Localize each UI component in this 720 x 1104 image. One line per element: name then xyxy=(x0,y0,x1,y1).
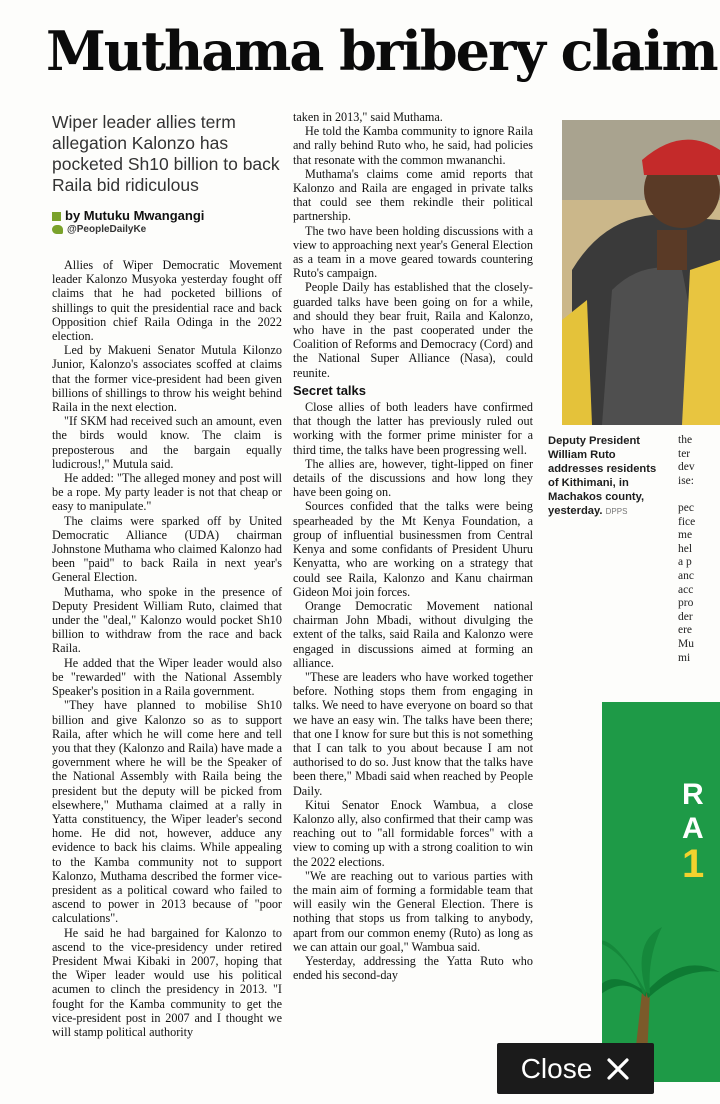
fragment-line: Mu xyxy=(678,637,694,650)
paragraph: The two have been holding discussions with a view to approaching next year's General Election as a team in a move geared towards countering Ruto's campaign. xyxy=(293,223,533,281)
ad-text: R xyxy=(682,778,704,811)
paragraph: The claims were sparked off by United Democratic Alliance (UDA) chairman Johnstone Muthama who claimed Kalonzo had been "paid" to back Raila in next year's General Election. xyxy=(52,513,282,585)
ruto-photo xyxy=(562,120,720,425)
byline-marker-icon xyxy=(52,212,61,221)
paragraph: Kitui Senator Enock Wambua, a close Kalonzo ally, also confirmed that their camp was reaching out to "all formidable forces" with a view to coming up with a strong coalition to win the 2022 elections. xyxy=(293,797,533,869)
close-icon xyxy=(606,1057,630,1081)
article-column-2 xyxy=(293,110,533,982)
byline-text: by Mutuku Mwangangi xyxy=(65,208,205,223)
close-button[interactable] xyxy=(497,1043,654,1094)
paragraph: Led by Makueni Senator Mutula Kilonzo Junior, Kalonzo's associates scoffed at claims that the former vice-president had been given billions of shillings to throw his weight behind Raila in the next election. xyxy=(52,343,282,415)
fragment-line: acc xyxy=(678,583,694,596)
photo-caption xyxy=(548,434,658,519)
paragraph: Orange Democratic Movement national chairman John Mbadi, without divulging the extent of the talks, said Raila and Kalonzo were engaged in discussions aimed at forming an alliance. xyxy=(293,598,533,670)
adjacent-article-fragment xyxy=(678,434,720,665)
paragraph: The allies are, however, tight-lipped on finer details of the discussions and how long they have been going on. xyxy=(293,456,533,500)
ad-text: 1 xyxy=(682,842,705,886)
advertisement-panel[interactable] xyxy=(602,702,720,1082)
fragment-line: fice xyxy=(678,515,696,528)
paragraph: "They have planned to mobilise Sh10 billion and give Kalonzo so as to support Raila, after which he will come here and tell you that they (Kalonzo and Raila) have made a government where he will be the Speaker of the National Assembly with Raila being the president but the deputy will be picked from elsewhere," Muthama claimed at a rally in Yatta constituency, the Wiper leader's second home. He did not, however, adduce any evidence to back his claims. While appealing to the Kamba community not to support Kalonzo, Muthama described the former vice-president as a political coward who failed to ascend to power in 2013 because of "poor calculations". xyxy=(52,698,282,926)
paragraph: People Daily has established that the closely-guarded talks have been going on for a while, and should they bear fruit, Raila and Kalonzo, who have in the past cooperated under the Coalition of Reforms and Democracy (Cord) and the National Super Alliance (Nasa), could reunite. xyxy=(293,280,533,380)
twitter-handle-text: @PeopleDailyKe xyxy=(67,224,147,235)
fragment-line: a p xyxy=(678,556,692,569)
paragraph: "These are leaders who have worked together before. Nothing stops them from engaging in talks. We need to have everyone on board so that we have an easy win. The talks have been there; that one I know for sure but this is not something that I can talk to you about because I am not authorised to do so. Just know that the talks have been there," Mbadi said when reached by People Daily. xyxy=(293,669,533,798)
paragraph: Allies of Wiper Democratic Movement leader Kalonzo Musyoka yesterday fought off claims that he had pocketed billions of shillings to quit the presidential race and back Opposition chief Raila Odinga in the 2022 election. xyxy=(52,258,282,344)
fragment-line: pec xyxy=(678,501,694,514)
paragraph: Close allies of both leaders have confirmed that though the latter has previously ruled out working with the former prime minister for a third time, the talks have been progressing well. xyxy=(293,400,533,457)
fragment-line: der xyxy=(678,610,693,623)
fragment-line: mi xyxy=(678,651,691,664)
fragment-line: ise: xyxy=(678,474,694,487)
fragment-spacer xyxy=(678,488,720,502)
fragment-line: dev xyxy=(678,461,695,474)
paragraph: Muthama's claims come amid reports that Kalonzo and Raila are engaged in private talks that could see them rekindle their political partnership. xyxy=(293,166,533,224)
standfirst: Wiper leader allies term allegation Kalonzo has pocketed Sh10 billion to back Raila bid ridiculous xyxy=(52,112,280,195)
fragment-line: anc xyxy=(678,569,694,582)
fragment-line: ere xyxy=(678,624,693,637)
fragment-line: the xyxy=(678,434,693,446)
byline xyxy=(52,208,204,223)
caption-text: Deputy President William Ruto addresses residents of Kithimani, in Machakos county, yesterday. xyxy=(548,435,657,517)
subheading-secret-talks: Secret talks xyxy=(293,382,366,398)
close-button-label: Close xyxy=(520,1052,593,1084)
article-column-1 xyxy=(52,258,282,1039)
paragraph: Muthama, who spoke in the presence of Deputy President William Ruto, claimed that under the "deal," Kalonzo would pocket Sh10 billion to withdraw from the race and back Raila. xyxy=(52,584,282,656)
fragment-line: me xyxy=(678,529,693,542)
paragraph: He said he had bargained for Kalonzo to ascend to the vice-presidency under retired President Mwai Kibaki in 2007, hoping that the Wiper leader would use his political acumen to clinch the presidency in 2013. "I fought for the Kamba community to get the vice-president post in 2007 and I thought we will stamp political authority xyxy=(52,925,282,1039)
paragraph: He added that the Wiper leader would also be "rewarded" with the National Assembly Speaker's position in a Raila government. xyxy=(52,655,282,699)
paragraph: taken in 2013," said Muthama. xyxy=(293,110,443,124)
palm-tree-graphic xyxy=(602,702,720,1082)
fragment-line: pro xyxy=(678,597,694,610)
paragraph: Sources confided that the talks were being spearheaded by the Mt Kenya Foundation, a group of influential businessmen from Central Kenya and some confidants of President Uhuru Kenyatta, who are working on a strategy that could see Raila, Kalonzo and Kanu chairman Gideon Moi join forces. xyxy=(293,499,533,599)
paragraph: "We are reaching out to various parties with the main aim of forming a formidable team that will easily win the General Election. There is nothing that stops us from talking to anybody, apart from our common enemy (Ruto) as long as we can attain our goal," Wambua said. xyxy=(293,868,533,954)
paragraph: He told the Kamba community to ignore Raila and rally behind Ruto who, he said, had policies that resonate with the common mwananchi. xyxy=(293,124,533,167)
paragraph: "If SKM had received such an amount, even the birds would know. The claim is preposterous and the bargain equally ludicrous!," Mutula said. xyxy=(52,414,282,471)
caption-credit: DPPS xyxy=(605,507,628,516)
fragment-line: hel xyxy=(678,542,693,555)
photo-illustration xyxy=(562,120,720,425)
twitter-handle xyxy=(52,224,146,235)
paragraph: He added: "The alleged money and post will be a rope. My party leader is not that cheap or easy to manipulate." xyxy=(52,471,282,514)
fragment-line: ter xyxy=(678,447,691,460)
headline: Muthama bribery claim xyxy=(46,19,717,83)
twitter-icon xyxy=(52,225,63,234)
paragraph: Yesterday, addressing the Yatta Ruto who ended his second-day xyxy=(293,953,533,983)
ad-text: A xyxy=(682,812,704,845)
